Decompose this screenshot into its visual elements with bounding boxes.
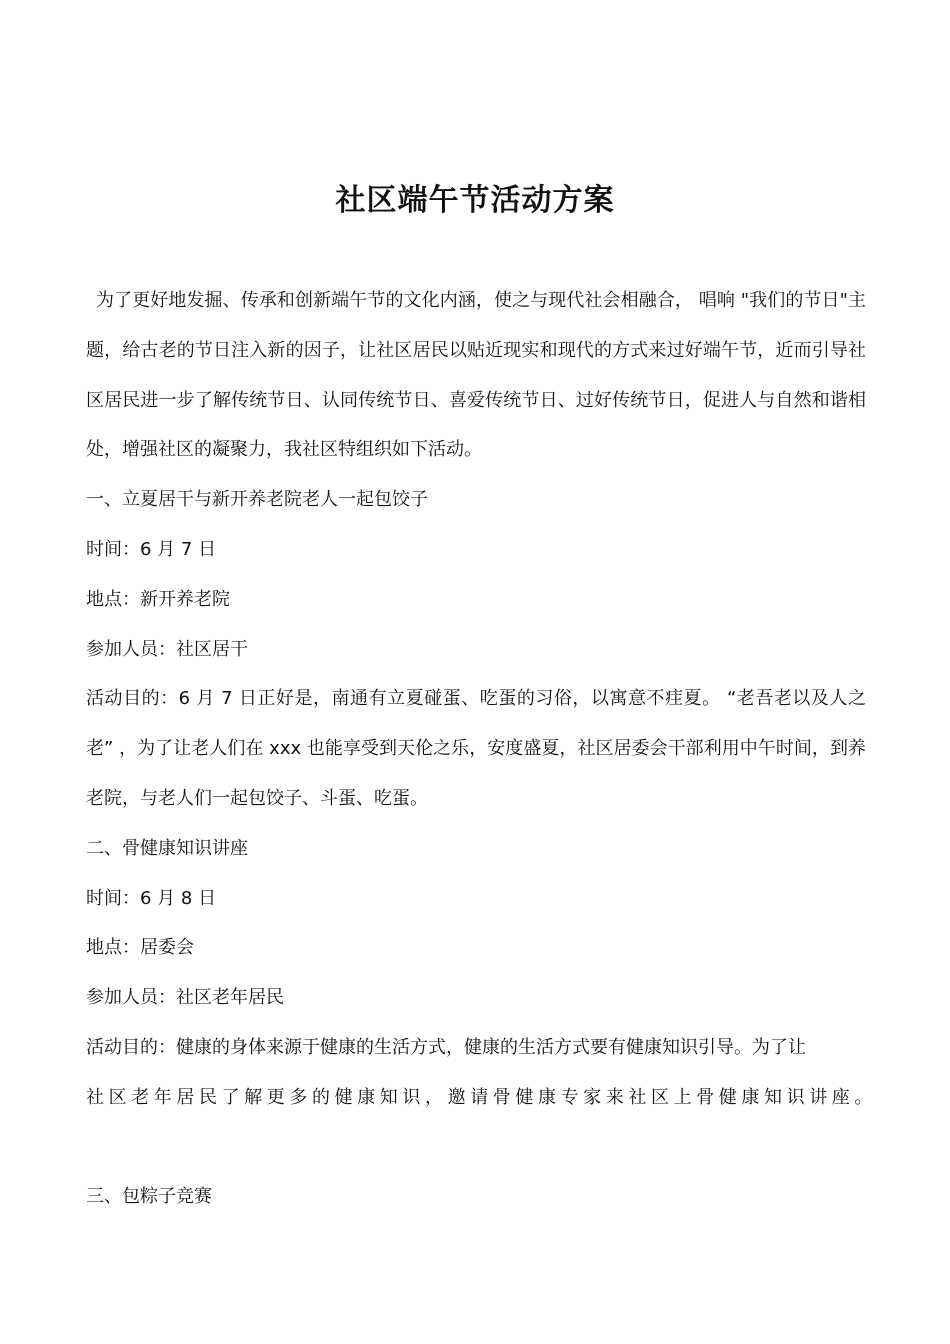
section-1-heading: 一、立夏居干与新开养老院老人一起包饺子 [86, 489, 428, 511]
paragraph-spacer [86, 1123, 866, 1173]
section-2-place: 地点：居委会 [86, 937, 194, 959]
section-1-time: 时间：6 月 7 日 [86, 538, 217, 560]
section-2-purpose-line-1: 活动目的：健康的身体来源于健康的生活方式，健康的生活方式要有健康知识引导。为了让 [86, 1036, 806, 1058]
section-2-time: 时间：6 月 8 日 [86, 887, 217, 909]
document-title: 社区端午节活动方案 [335, 183, 615, 218]
section-2-participants: 参加人员：社区老年居民 [86, 987, 284, 1009]
section-2-heading: 二、骨健康知识讲座 [86, 837, 248, 859]
section-2-purpose-line-2: 社区老年居民了解更多的健康知识，邀请骨健康专家来社区上骨健康知识讲座。 [86, 1086, 877, 1108]
section-3-heading: 三、包粽子竞赛 [86, 1186, 212, 1208]
section-1-place: 地点：新开养老院 [86, 588, 230, 610]
document-body [86, 276, 877, 1222]
intro-paragraph: 为了更好地发掘、传承和创新端午节的文化内涵，使之与现代社会相融合， 唱响 "我们的节日"主题，给古老的节日注入新的因子，让社区居民以贴近现实和现代的方式来过好端午节，近而引导社区居民进一步了解传统节日、认同传统节日、喜爱传统节日、过好传统节日，促进人与自然和谐相处，增强社区的凝聚力，我社区特组织如下活动。 [86, 290, 866, 461]
section-1-participants: 参加人员：社区居干 [86, 638, 248, 660]
section-1-purpose: 活动目的：6 月 7 日正好是，南通有立夏碰蛋、吃蛋的习俗，以寓意不疰夏。 “老吾老以及人之老” ，为了让老人们在 xxx 也能享受到天伦之乐，安度盛夏，社区居委会干部利用中午时间，到养老院，与老人们一起包饺子、斗蛋、吃蛋。 [86, 688, 866, 809]
